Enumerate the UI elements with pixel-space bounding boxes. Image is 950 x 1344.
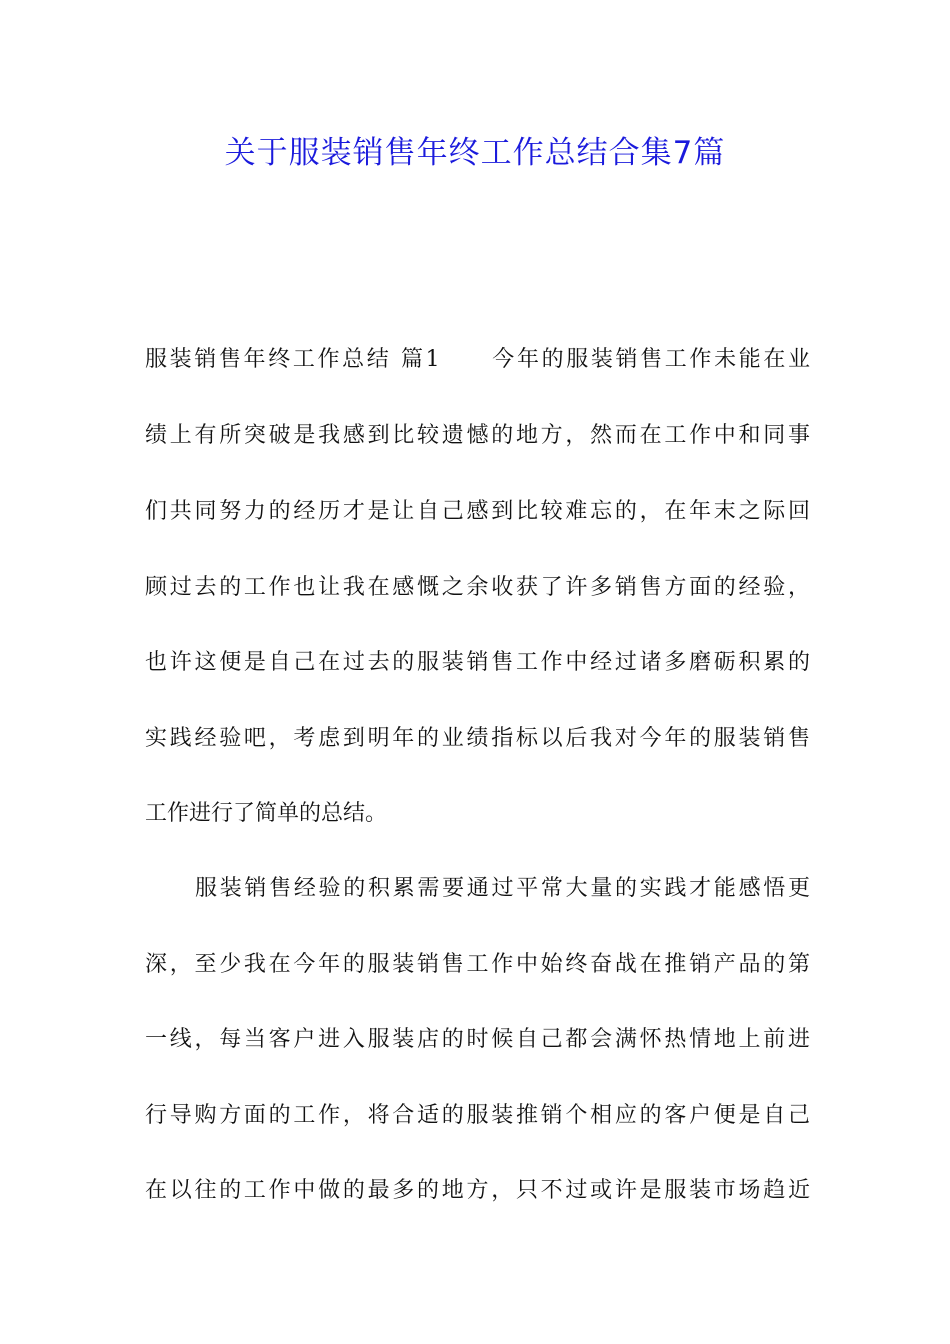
paragraph-1-line-3: 们共同努力的经历才是让自己感到比较难忘的，在年末之际回 <box>145 499 810 524</box>
paragraph-1-line-5: 也许这便是自己在过去的服装销售工作中经过诸多磨砺积累的 <box>145 650 810 675</box>
paragraph-1-text-start: 今年的服装销售工作未能在业 <box>489 347 810 372</box>
paragraph-1-line-4: 顾过去的工作也让我在感慨之余收获了许多销售方面的经验， <box>145 575 810 600</box>
paragraph-1-line-7: 工作进行了简单的总结。 <box>145 801 388 826</box>
document-title: 关于服装销售年终工作总结合集7篇 <box>224 135 726 171</box>
paragraph-1-line-2: 绩上有所突破是我感到比较遗憾的地方，然而在工作中和同事 <box>145 423 810 448</box>
paragraph-2-line-5: 在以往的工作中做的最多的地方，只不过或许是服装市场趋近 <box>145 1178 810 1203</box>
paragraph-2-line-1: 服装销售经验的积累需要通过平常大量的实践才能感悟更 <box>195 876 810 901</box>
section-heading: 服装销售年终工作总结 篇1 <box>145 347 440 372</box>
paragraph-1-line-1 <box>145 340 810 380</box>
paragraph-1-line-6: 实践经验吧，考虑到明年的业绩指标以后我对今年的服装销售 <box>145 726 810 751</box>
paragraph-2-line-2: 深，至少我在今年的服装销售工作中始终奋战在推销产品的第 <box>145 952 810 977</box>
paragraph-2-line-4: 行导购方面的工作，将合适的服装推销个相应的客户便是自己 <box>145 1103 810 1128</box>
paragraph-2-line-3: 一线，每当客户进入服装店的时候自己都会满怀热情地上前进 <box>145 1027 810 1052</box>
